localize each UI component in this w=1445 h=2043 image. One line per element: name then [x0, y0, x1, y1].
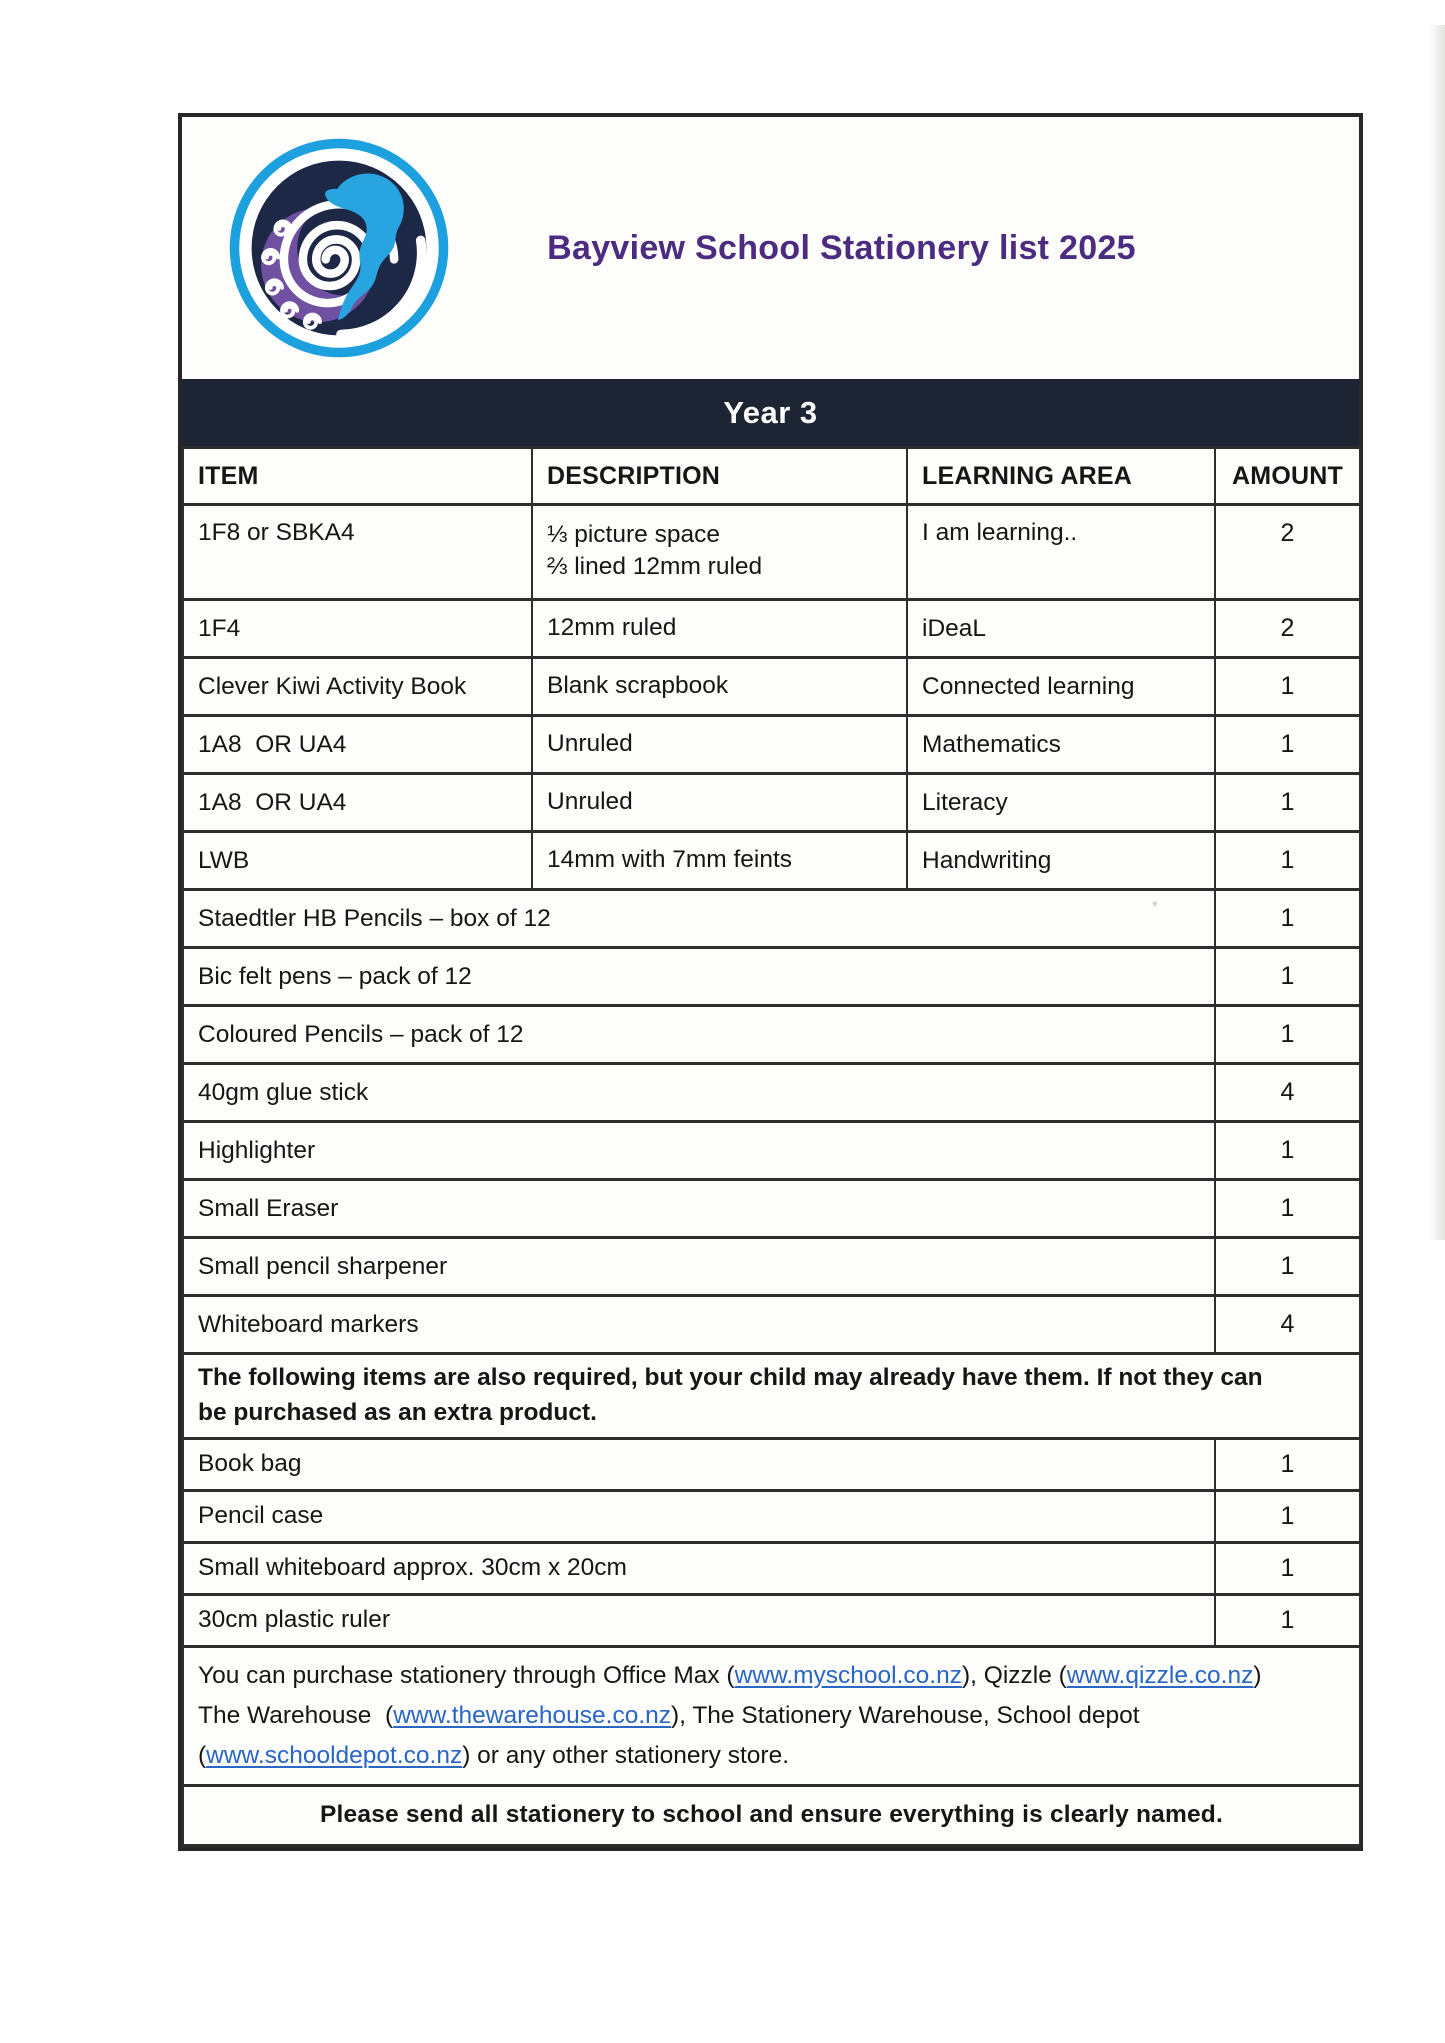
table-row [183, 1438, 1360, 1490]
table-row [183, 716, 1360, 774]
amount-cell: 1 [1215, 890, 1360, 948]
scan-artifact-speck: * [1152, 898, 1158, 915]
table-row [183, 1122, 1360, 1180]
footer-note: Please send all stationery to school and ensure everything is clearly named. [183, 1785, 1360, 1845]
text-segment: ) or any other stationery store. [462, 1741, 790, 1769]
table-row [183, 890, 1360, 948]
extra-rows [183, 1438, 1360, 1646]
learning-area-cell: I am learning.. [907, 505, 1215, 600]
note-line: The following items are also required, but your child may already have them. If not they can [198, 1364, 1263, 1391]
learning-area-cell: Handwriting [907, 832, 1215, 890]
table-header-row [183, 448, 1360, 505]
description-line: ⅔ lined 12mm ruled [547, 553, 763, 581]
table-row [183, 600, 1360, 658]
description-cell [532, 658, 907, 716]
description-cell [532, 600, 907, 658]
description-line: Blank scrapbook [547, 672, 729, 700]
amount-cell: 1 [1215, 1542, 1360, 1594]
text-segment: ( [198, 1741, 207, 1769]
simple-rows [183, 890, 1360, 1354]
item-cell: Pencil case [183, 1490, 1215, 1542]
item-cell: Highlighter [183, 1122, 1215, 1180]
item-cell: 1A8 OR UA4 [183, 774, 532, 832]
purchase-note-row [183, 1646, 1360, 1785]
purchase-note [183, 1646, 1360, 1785]
table-row [183, 505, 1360, 600]
purchase-line [198, 1696, 1345, 1736]
text-segment: The Warehouse ( [198, 1701, 394, 1729]
qizzle-link[interactable]: www.qizzle.co.nz [1066, 1661, 1254, 1689]
amount-cell: 1 [1215, 658, 1360, 716]
note-text [183, 1354, 1360, 1439]
amount-cell: 4 [1215, 1296, 1360, 1354]
year-banner-label: Year 3 [723, 394, 818, 430]
item-cell: 30cm plastic ruler [183, 1594, 1215, 1646]
table-row [183, 1238, 1360, 1296]
amount-cell: 1 [1215, 1006, 1360, 1064]
description-cell [532, 505, 907, 600]
item-cell: Small pencil sharpener [183, 1238, 1215, 1296]
year-banner [182, 379, 1359, 446]
item-cell: 1A8 OR UA4 [183, 716, 532, 774]
title-wrap [454, 229, 1359, 268]
col-description: DESCRIPTION [532, 448, 907, 505]
table-row [183, 1296, 1360, 1354]
col-learning-area: LEARNING AREA [907, 448, 1215, 505]
amount-cell: 2 [1215, 505, 1360, 600]
amount-cell: 1 [1215, 1122, 1360, 1180]
table-row [183, 1006, 1360, 1064]
item-cell: Small Eraser [183, 1180, 1215, 1238]
learning-area-cell: Connected learning [907, 658, 1215, 716]
amount-cell: 1 [1215, 1490, 1360, 1542]
amount-cell: 1 [1215, 1180, 1360, 1238]
table-row [183, 774, 1360, 832]
description-cell [532, 832, 907, 890]
text-segment: ), The Stationery Warehouse, School depot [671, 1701, 1140, 1729]
item-cell: LWB [183, 832, 532, 890]
table-row [183, 1490, 1360, 1542]
purchase-line [198, 1736, 1345, 1776]
purchase-line [198, 1656, 1345, 1696]
amount-cell: 1 [1215, 1594, 1360, 1646]
myschool-link[interactable]: www.myschool.co.nz [734, 1661, 962, 1689]
description-line: 14mm with 7mm feints [547, 846, 793, 874]
document-page [178, 113, 1363, 1851]
table-row [183, 832, 1360, 890]
scan-edge-shadow [1429, 25, 1445, 1240]
text-segment: ), Qizzle ( [961, 1661, 1067, 1689]
schooldepot-link[interactable]: www.schooldepot.co.nz [206, 1741, 463, 1769]
stationery-table [182, 446, 1361, 1847]
note-row [183, 1354, 1360, 1439]
thewarehouse-link[interactable]: www.thewarehouse.co.nz [393, 1701, 672, 1729]
item-cell: Staedtler HB Pencils – box of 12 [183, 890, 1215, 948]
header-section [182, 117, 1359, 379]
amount-cell: 1 [1215, 774, 1360, 832]
description-line: ⅓ picture space [547, 521, 720, 548]
item-cell: 1F8 or SBKA4 [183, 505, 532, 600]
table-row [183, 1542, 1360, 1594]
learning-area-cell: Mathematics [907, 716, 1215, 774]
amount-cell: 1 [1215, 832, 1360, 890]
description-line: 12mm ruled [547, 614, 677, 642]
learning-area-cell: iDeaL [907, 600, 1215, 658]
item-cell: Bic felt pens – pack of 12 [183, 948, 1215, 1006]
item-cell: Clever Kiwi Activity Book [183, 658, 532, 716]
amount-cell: 1 [1215, 1238, 1360, 1296]
bayview-school-logo [224, 134, 454, 362]
description-line: Unruled [547, 730, 633, 758]
col-item: ITEM [183, 448, 532, 505]
table-row [183, 1064, 1360, 1122]
amount-cell: 1 [1215, 716, 1360, 774]
description-cell [532, 716, 907, 774]
item-cell: 1F4 [183, 600, 532, 658]
table-row [183, 1180, 1360, 1238]
main-rows [183, 505, 1360, 890]
note-line: be purchased as an extra product. [198, 1398, 597, 1426]
text-segment: ) [1253, 1661, 1262, 1689]
table-row [183, 948, 1360, 1006]
item-cell: 40gm glue stick [183, 1064, 1215, 1122]
amount-cell: 1 [1215, 1438, 1360, 1490]
table-row [183, 658, 1360, 716]
text-segment: You can purchase stationery through Office Max ( [198, 1661, 735, 1689]
learning-area-cell: Literacy [907, 774, 1215, 832]
page-title: Bayview School Stationery list 2025 [547, 228, 1136, 267]
item-cell: Small whiteboard approx. 30cm x 20cm [183, 1542, 1215, 1594]
amount-cell: 4 [1215, 1064, 1360, 1122]
footer-note-row [183, 1785, 1360, 1845]
description-cell [532, 774, 907, 832]
item-cell: Book bag [183, 1438, 1215, 1490]
description-line: Unruled [547, 788, 633, 816]
col-amount: AMOUNT [1215, 448, 1360, 505]
amount-cell: 2 [1215, 600, 1360, 658]
item-cell: Coloured Pencils – pack of 12 [183, 1006, 1215, 1064]
amount-cell: 1 [1215, 948, 1360, 1006]
table-row [183, 1594, 1360, 1646]
item-cell: Whiteboard markers [183, 1296, 1215, 1354]
